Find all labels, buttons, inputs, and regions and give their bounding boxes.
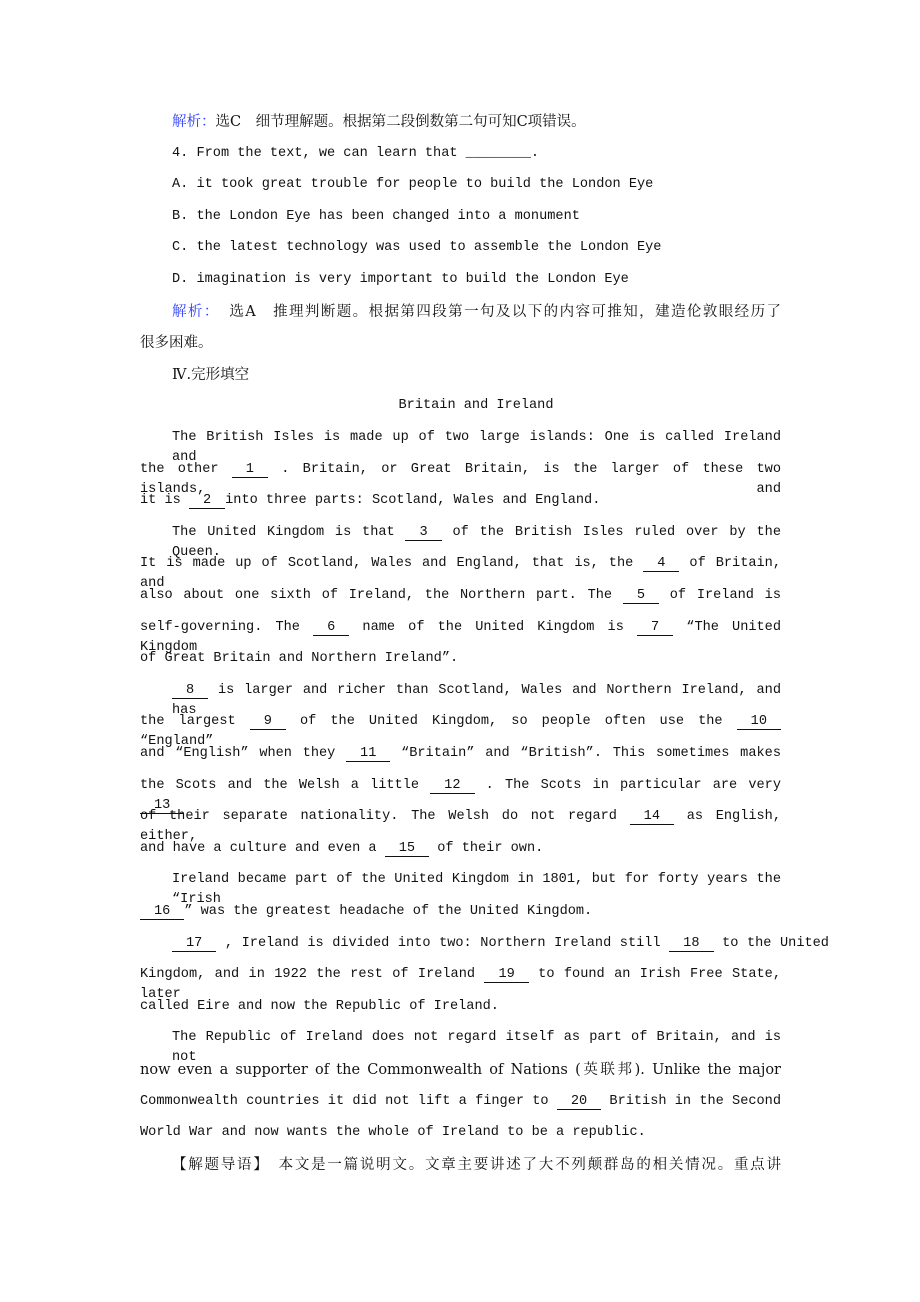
passage-line [140,333,781,353]
passage-line [140,460,781,497]
text-segment: British in the Second [609,1093,781,1109]
passage-line [172,428,781,465]
text-segment: . The Scots in particular are very [485,777,781,793]
section-heading [172,365,781,385]
passage-line [140,965,781,1003]
text-segment: “The United Kingdom [140,619,782,655]
text-segment: 很多困难。 [140,335,213,352]
passage-line [172,870,781,908]
cloze-blank: 3 [405,525,441,541]
text-segment: the largest [140,714,250,730]
text-segment: and “English” when they [140,746,347,761]
text-segment: of their separate nationality. The Welsh do not regard [140,809,630,825]
text-segment: name of the United Kingdom is [362,619,637,635]
text-segment: 【解题导语】 本文是一篇说明文。文章主要讲述了大不列颠群岛的相关情况。重点讲 [172,1156,781,1173]
text-segment: B. the London Eye has been changed into a monument [172,208,580,224]
analysis-label: 解析： [172,303,220,320]
cloze-blank: 19 [484,967,528,983]
analysis-q3 [172,112,781,132]
cloze-blank: 2 [189,493,225,509]
option-c [172,238,781,258]
text-segment: 选C 细节理解题。根据第二段倒数第二句可知C项错误。 [215,114,586,130]
text-segment: into three parts: Scotland, Wales and England. [225,493,601,509]
text-segment: “England” [140,734,214,750]
text-segment: Ireland became part of the United Kingdom in 1801, but for forty years the “Irish [172,872,781,908]
passage-line [140,807,781,845]
option-b [172,207,781,227]
text-segment: It is made up of Scotland, Wales and England, that is, the [140,556,644,572]
text-segment: 4. From the text, we can learn that ________. [172,145,540,161]
text-segment: The United Kingdom is that [172,524,406,540]
passage-line [140,902,781,922]
text-segment: “Britain” and “British”. This sometimes makes [401,746,781,761]
passage-line [140,649,781,669]
text-segment: A. it took great trouble for people to build the London Eye [172,177,654,193]
text-segment: to found an Irish Free State, later [140,967,781,1003]
guide-note [172,1155,781,1175]
passage-line [140,618,782,655]
cloze-blank: 12 [430,778,474,794]
passage-line [140,1060,781,1080]
passage-line [172,523,781,560]
passage-line [140,744,781,764]
text-segment: and have a culture and even a [140,840,385,856]
option-a [172,175,781,195]
cloze-blank: 7 [637,620,673,636]
cloze-blank: 8 [172,683,208,699]
text-segment: of Great Britain and Northern Ireland”. [140,651,459,667]
cloze-blank: 10 [737,714,781,730]
text-segment: , Ireland is divided into two: Northern Ireland still [224,935,670,951]
text-segment: ” was the greatest headache of the United Kingdom. [184,904,593,919]
text-segment: of Ireland is [669,588,781,603]
text-segment: Britain and Ireland [398,398,554,414]
cloze-blank: 14 [630,809,674,825]
passage-line [140,554,781,592]
text-segment: 选A 推理判断题。根据第四段第一句及以下的内容可推知，建造伦敦眼经历了 [229,303,782,320]
cloze-blank: 17 [172,936,216,952]
text-segment: The Republic of Ireland does not regard itself as part of Britain, and is not [172,1030,781,1066]
cloze-blank: 6 [313,620,349,636]
text-segment: the other [140,461,232,477]
cloze-blank: 15 [385,841,429,857]
passage-line [172,681,781,718]
passage-line [140,997,781,1017]
text-segment: self-governing. The [140,619,314,635]
passage-line [140,586,781,606]
text-segment: also about one sixth of Ireland, the Northern part. The [140,588,623,603]
cloze-blank: 4 [643,556,679,572]
text-segment: is larger and richer than Scotland, Wales and Northern Ireland, and has [172,682,781,718]
text-segment: of the United Kingdom, so people often use the [299,714,737,730]
cloze-blank: 1 [232,462,268,478]
cloze-blank: 11 [346,746,390,762]
passage-line [140,1123,781,1143]
passage-line [140,839,781,859]
text-segment: of Britain, and [140,556,781,592]
text-segment: D. imagination is very important to build the London Eye [172,272,629,287]
cloze-blank: 20 [557,1094,601,1110]
text-segment: of their own. [429,840,544,856]
passage-line [140,776,781,813]
passage-line [140,712,781,750]
cloze-blank: 16 [140,904,184,920]
text-segment: it is [140,493,189,509]
analysis-q4 [172,302,781,322]
passage-title [140,396,812,416]
question-4 [172,144,781,164]
cloze-blank: 18 [669,936,713,952]
passage-line [172,934,829,954]
analysis-label: 解析： [172,114,216,130]
text-segment: World War and now wants the whole of Ireland to be a republic. [140,1125,646,1141]
text-segment: the Scots and the Welsh a little [140,777,431,793]
option-d [172,270,781,290]
text-segment: Commonwealth countries it did not lift a finger to [140,1093,557,1109]
text-segment: of the British Isles ruled over by the Queen. [172,524,781,560]
text-segment: now even a supporter of the Commonwealth of Nations (英联邦). Unlike the major [140,1062,781,1078]
cloze-blank: 13 [140,798,184,814]
text-segment: called Eire and now the Republic of Ireland. [140,998,499,1014]
text-segment: The British Isles is made up of two large islands: One is called Ireland and [172,430,781,465]
passage-line [172,1028,781,1066]
text-segment: Kingdom, and in 1922 the rest of Ireland [140,967,485,983]
cloze-blank: 9 [250,714,286,730]
passage-line [140,1092,781,1112]
text-segment: Ⅳ.完形填空 [172,366,250,383]
text-segment: C. the latest technology was used to assemble the London Eye [172,240,662,256]
text-segment: to the United [722,935,829,951]
cloze-blank: 5 [623,588,659,604]
passage-line [140,491,781,511]
text-segment: as English, either, [140,809,781,845]
text-segment: . Britain, or Great Britain, is the larger of these two islands, and [140,461,781,497]
